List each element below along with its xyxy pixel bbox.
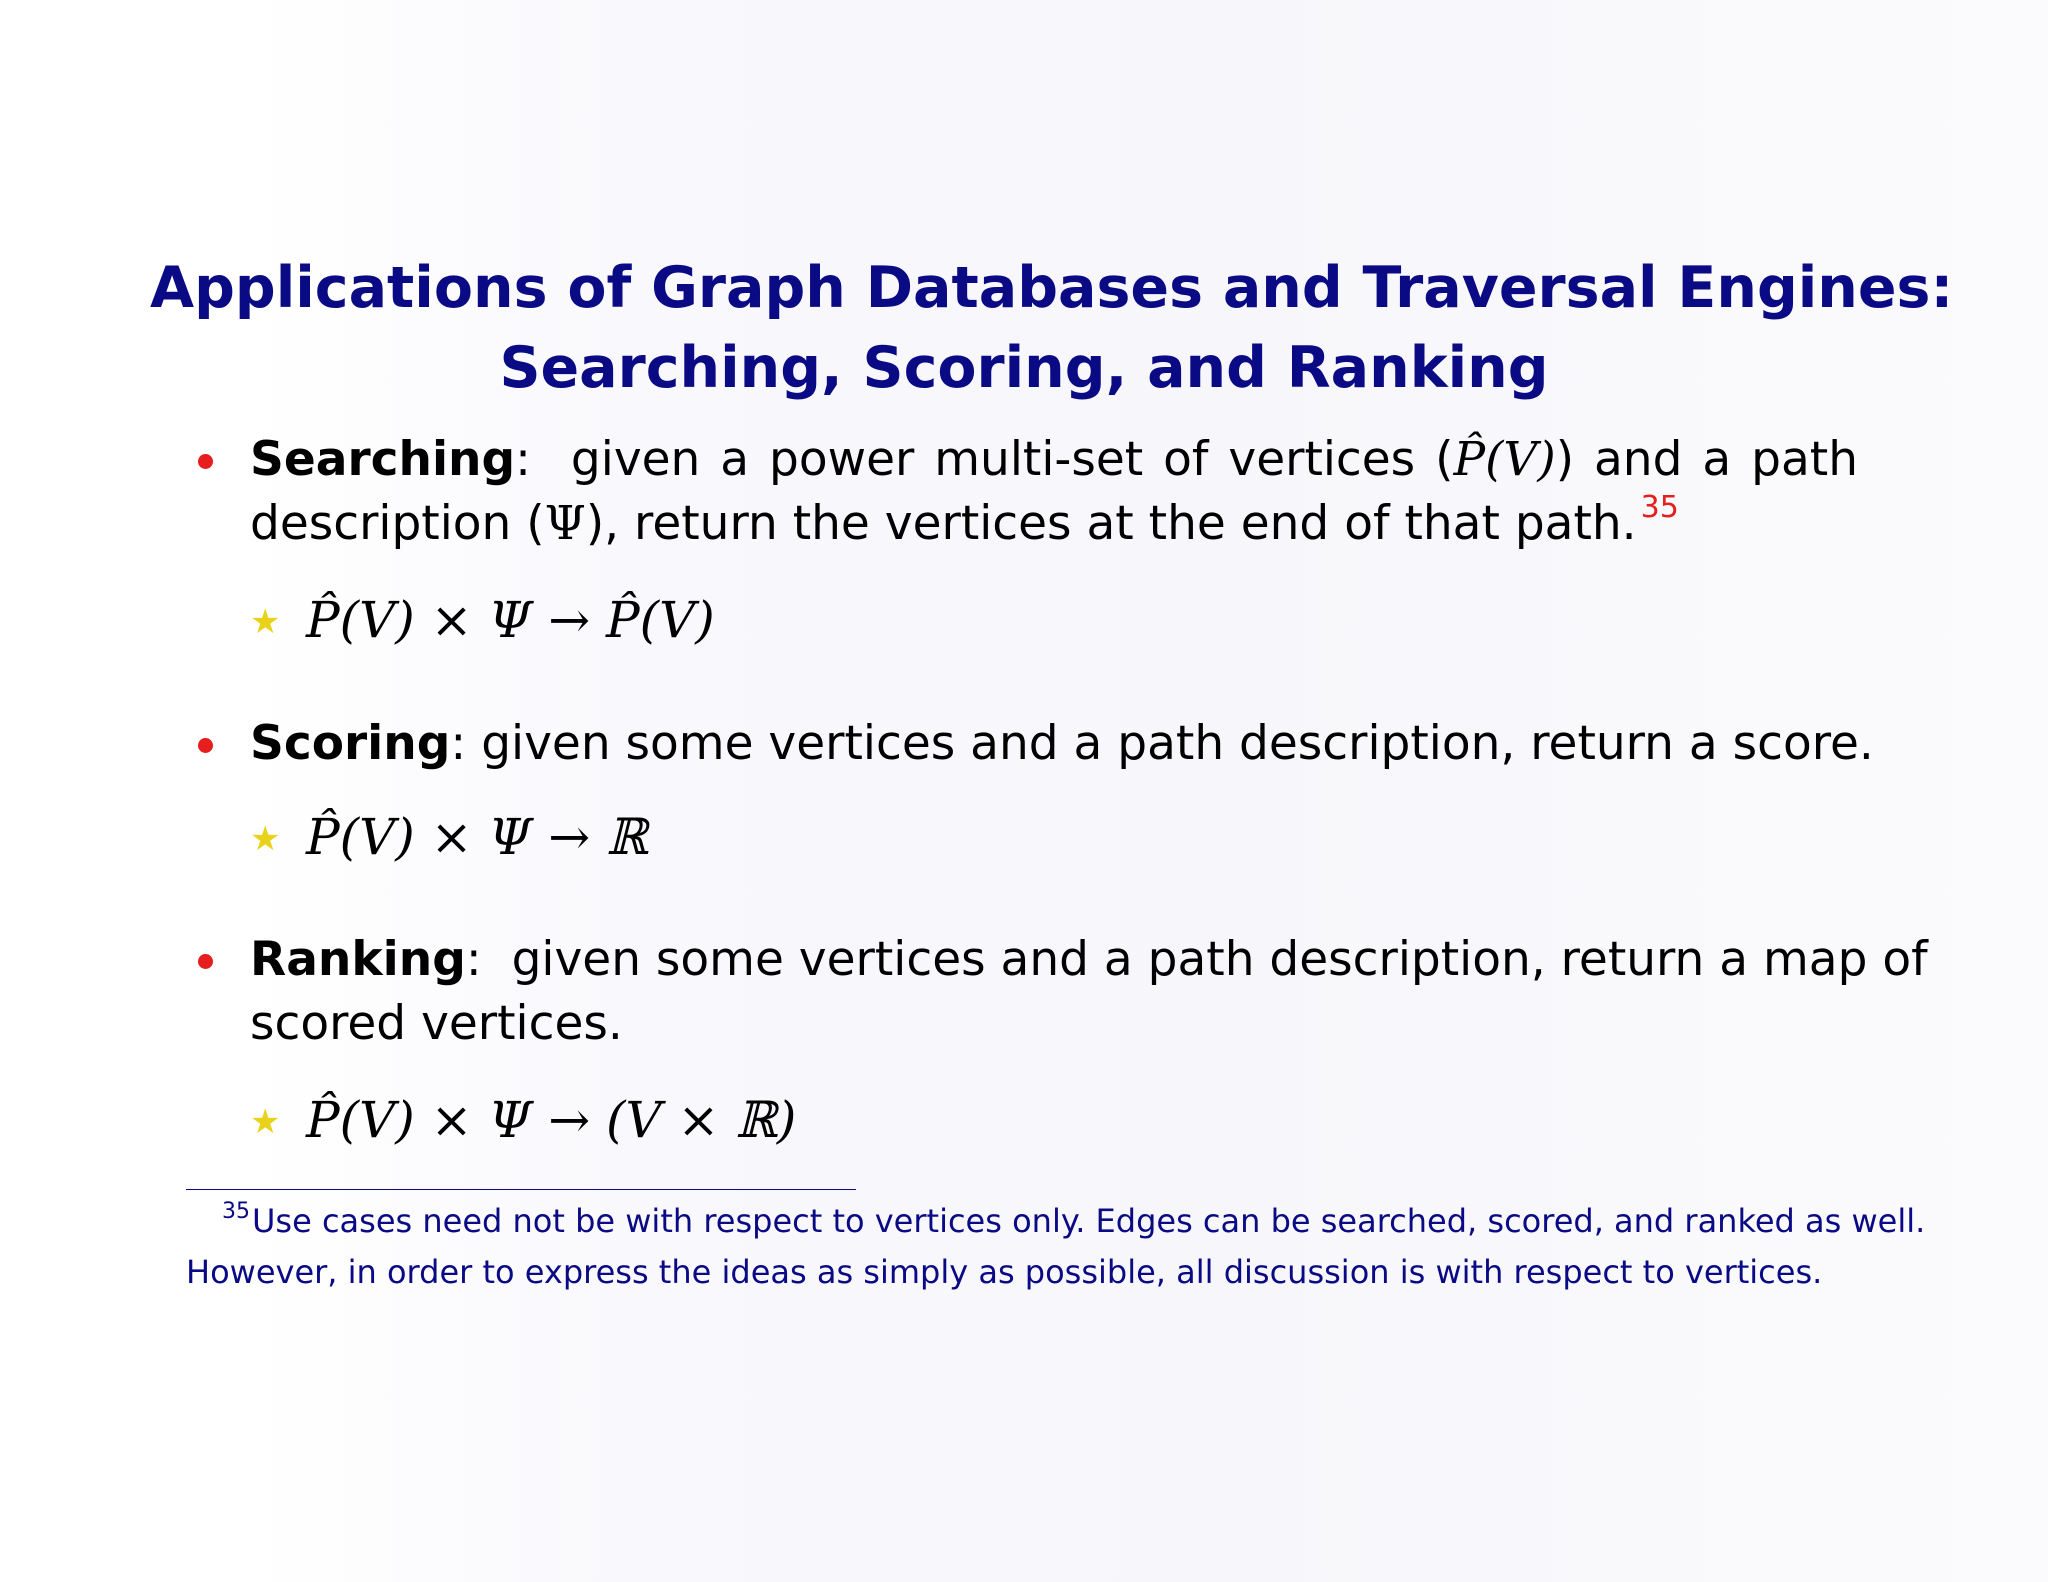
- footnote-ref[interactable]: 35: [1640, 490, 1679, 525]
- bullet-dot-icon: [198, 954, 213, 969]
- formula-searching-text: P̂(V) × Ψ → P̂(V): [306, 591, 715, 649]
- star-icon: ★: [250, 602, 281, 642]
- bullet-scoring-desc: given some vertices and a path description, return a score.: [481, 716, 1874, 771]
- bullet-scoring-line-1: Scoring: given some vertices and a path description, return a score.: [250, 716, 1874, 771]
- term-searching: Searching: [250, 432, 516, 487]
- bullet-searching-text: [250, 428, 1858, 562]
- formula-ranking-text: P̂(V) × Ψ → (V × ℝ): [306, 1091, 797, 1149]
- formula-scoring: [250, 805, 648, 871]
- star-icon: ★: [250, 1102, 281, 1142]
- bullet-ranking-text: [250, 928, 1928, 1056]
- math-psi: Ψ: [544, 496, 586, 551]
- bullet-scoring-text: [250, 712, 1874, 776]
- bullet-dot-icon: [198, 738, 213, 753]
- bullet-searching-line-1: Searching: given a power multi-set of vertices (P̂(V)) and a path: [250, 432, 1858, 487]
- formula-scoring-text: P̂(V) × Ψ → ℝ: [306, 808, 648, 866]
- bullet-dot-icon: [198, 454, 213, 469]
- math-power-multiset: P̂(V): [1453, 432, 1556, 487]
- bullet-ranking-line-2: scored vertices.: [250, 996, 623, 1051]
- footnote: [186, 1198, 1926, 1295]
- slide-title-line-1: Applications of Graph Databases and Traversal Engines:: [150, 255, 1954, 321]
- bullet-ranking-desc-1: given some vertices and a path description, return a map of: [511, 932, 1928, 987]
- formula-ranking: [250, 1088, 796, 1154]
- footnote-mark: 35: [222, 1199, 250, 1224]
- formula-searching: [250, 588, 715, 654]
- footnote-line-1: $^{35}$Use cases need not be with respect to vertices only. Edges can be searched, scored, and ranked as well.: [222, 1199, 1926, 1240]
- slide-title: [150, 248, 1954, 408]
- footnote-divider: [186, 1189, 856, 1190]
- slide-title-line-2: Searching, Scoring, and Ranking: [499, 335, 1549, 401]
- bullet-ranking-line-1: Ranking: given some vertices and a path description, return a map of: [250, 932, 1928, 987]
- star-icon: ★: [250, 819, 281, 859]
- bullet-searching-line-2: description (Ψ), return the vertices at the end of that path. $^{35}$: [250, 490, 1679, 551]
- term-scoring: Scoring: [250, 716, 451, 771]
- bullet-searching-desc-1: given a power multi-set of vertices (: [570, 432, 1454, 487]
- term-ranking: Ranking: [250, 932, 466, 987]
- footnote-line-2: However, in order to express the ideas as simply as possible, all discussion is with respect to vertices.: [186, 1253, 1823, 1291]
